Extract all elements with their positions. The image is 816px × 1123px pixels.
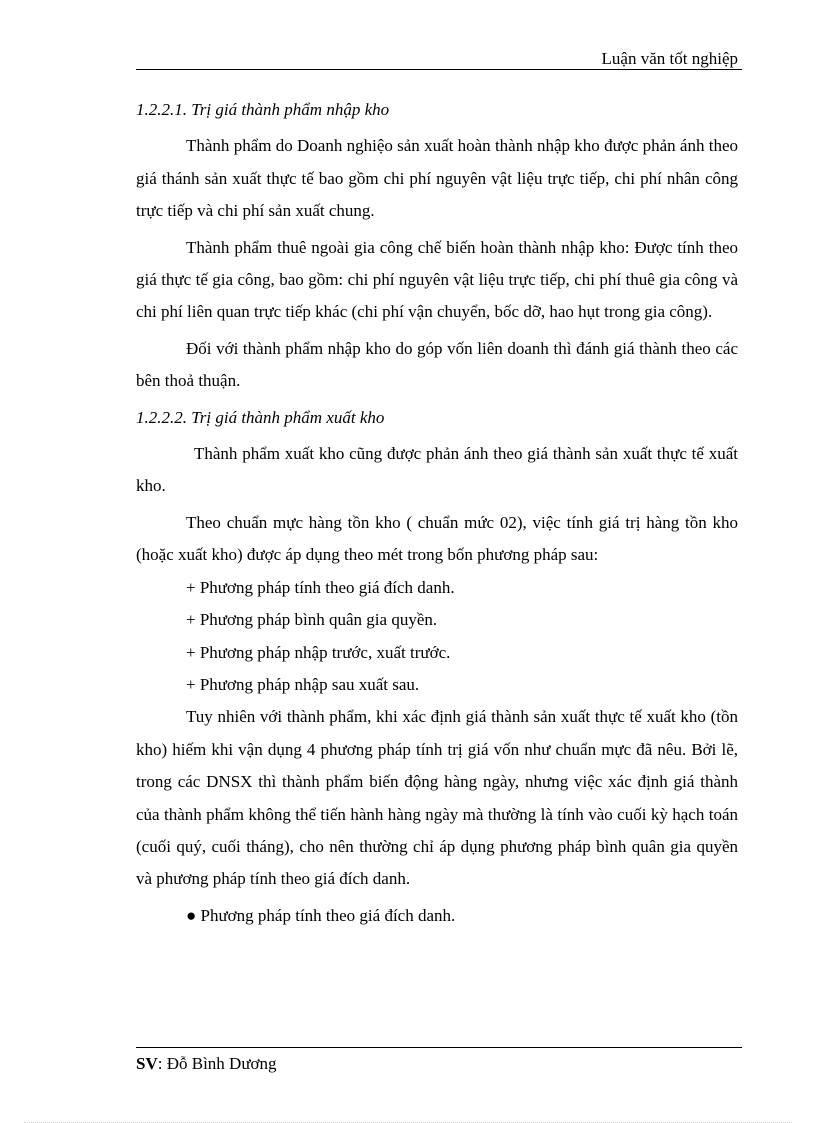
list-item: + Phương pháp nhập sau xuất sau. (186, 674, 420, 694)
paragraph: Theo chuẩn mực hàng tồn kho ( chuẩn mức 02), việc tính giá trị hàng tồn kho (hoặc xuất kho) được áp dụng theo mét trong bốn phương pháp sau: (136, 512, 738, 565)
section-heading-1-2-2-1: 1.2.2.1. Trị giá thành phẩm nhập kho (136, 100, 390, 119)
list-item: + Phương pháp bình quân gia quyền. (186, 610, 438, 630)
footer-rule (136, 1047, 742, 1048)
paragraph: Đối với thành phẩm nhập kho do góp vốn liên doanh thì đánh giá thành theo các bên thoả thuận. (136, 338, 738, 391)
list-item: + Phương pháp tính theo giá đích danh. (186, 577, 455, 597)
header-rule (136, 69, 742, 70)
document-body (136, 94, 738, 932)
paragraph: Thành phẩm do Doanh nghiệo sản xuất hoàn thành nhập kho được phản ánh theo giá thánh sản xuất thực tế bao gồm chi phí nguyên vật liệu trực tiếp, chi phí nhân công trực tiếp và chi phí sản xuất chung. (136, 136, 738, 221)
paragraph: Thành phẩm thuê ngoài gia công chế biến hoàn thành nhập kho: Được tính theo giá thực tế gia công, bao gồm: chi phí nguyên vật liệu trực tiếp, chi phí thuê gia công và chi phí liên quan trực tiếp khác (chi phí vận chuyển, bốc dỡ, hao hụt trong gia công). (136, 237, 738, 322)
paragraph: Tuy nhiên với thành phẩm, khi xác định giá thành sản xuất thực tế xuất kho (tồn kho) hiếm khi vận dụng 4 phương pháp tính trị giá vốn như chuẩn mực đã nêu. Bởi lẽ, trong các DNSX thì thành phẩm biến động hàng ngày, nhưng việc xác định giá thành của thành phẩm không thể tiến hành hàng ngày mà thường là tính vào cuối kỳ hạch toán (cuối quý, cuối tháng), cho nên thường chỉ áp dụng phương pháp bình quân gia quyền và phương pháp tính theo giá đích danh. (136, 707, 738, 889)
list-item: + Phương pháp nhập trước, xuất trước. (186, 642, 451, 662)
paragraph: Thành phẩm xuất kho cũng được phản ánh theo giá thành sản xuất thực tế xuất kho. (136, 444, 738, 496)
document-header-title: Luận văn tốt nghiệp (601, 49, 738, 68)
footer-author-name: : Đỗ Bình Dương (157, 1054, 277, 1073)
document-footer (136, 1054, 277, 1074)
footer-label: SV (136, 1054, 158, 1073)
section-heading-1-2-2-2: 1.2.2.2. Trị giá thành phẩm xuất kho (136, 407, 385, 427)
bullet-item: ● Phương pháp tính theo giá đích danh. (186, 905, 456, 925)
